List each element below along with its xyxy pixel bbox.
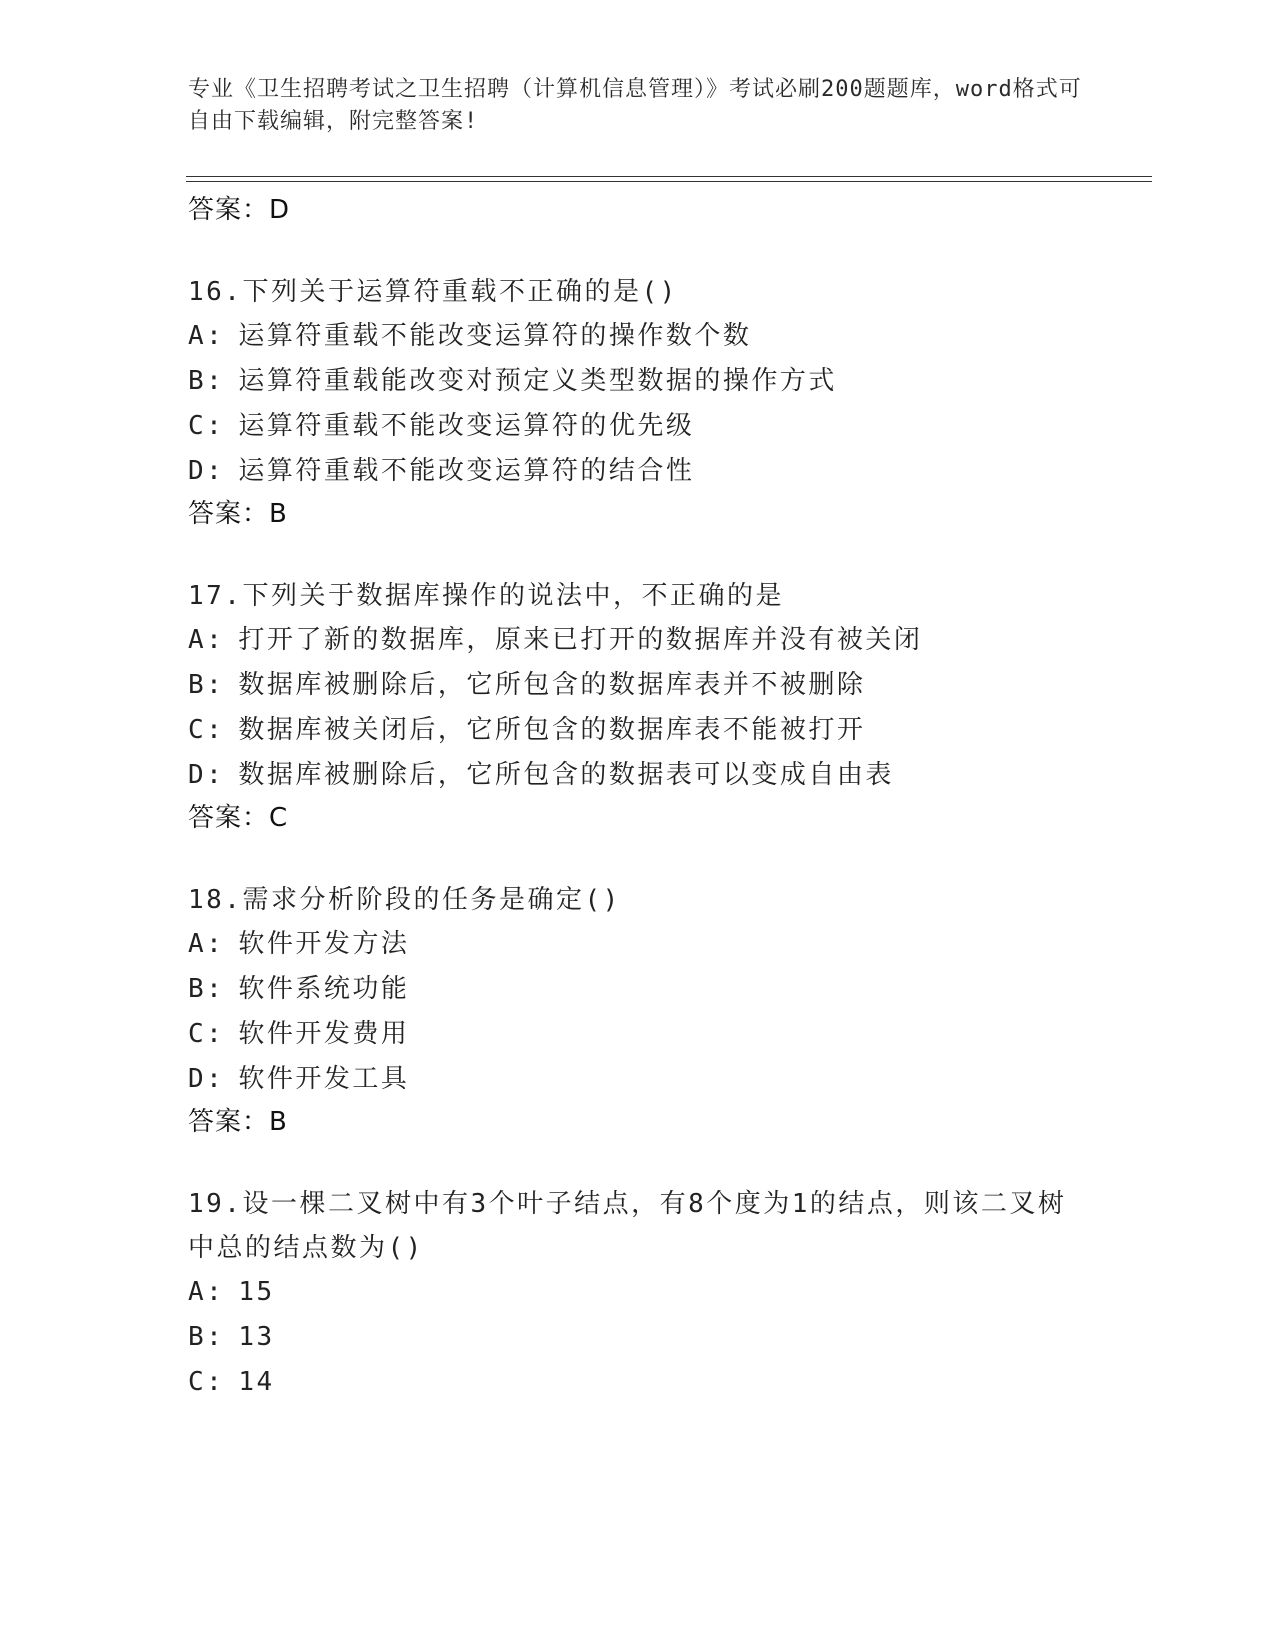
option-text: 软件开发方法: [238, 929, 410, 959]
option-a: [188, 314, 1088, 359]
question-18: [188, 878, 1088, 1142]
option-key: D:: [188, 1064, 225, 1094]
option-c: [188, 404, 1088, 449]
option-text: 运算符重载能改变对预定义类型数据的操作方式: [238, 366, 837, 396]
question-19: [188, 1182, 1088, 1405]
option-key: B:: [188, 1322, 225, 1352]
document-header: [188, 74, 1088, 138]
header-divider-top: [186, 176, 1152, 177]
option-key: D:: [188, 456, 225, 486]
option-a: [188, 1270, 1088, 1315]
question-stem: 17.下列关于数据库操作的说法中，不正确的是: [188, 581, 784, 611]
option-key: C:: [188, 1019, 225, 1049]
answer: 答案：C: [188, 803, 289, 833]
option-b: [188, 663, 1088, 708]
option-c: [188, 708, 1088, 753]
option-text: 14: [238, 1367, 275, 1397]
option-key: C:: [188, 1367, 225, 1397]
question-16: [188, 270, 1088, 534]
option-a: [188, 922, 1088, 967]
option-b: [188, 1315, 1088, 1360]
question-list: [188, 190, 1088, 1405]
option-text: 数据库被关闭后，它所包含的数据库表不能被打开: [238, 715, 866, 745]
option-text: 15: [238, 1277, 275, 1307]
option-key: A:: [188, 929, 225, 959]
option-key: A:: [188, 1277, 225, 1307]
option-text: 软件系统功能: [238, 974, 410, 1004]
option-key: D:: [188, 760, 225, 790]
option-d: [188, 1057, 1088, 1102]
option-text: 数据库被删除后，它所包含的数据库表并不被删除: [238, 670, 866, 700]
option-text: 运算符重载不能改变运算符的结合性: [238, 456, 695, 486]
question-stem: 19.设一棵二叉树中有3个叶子结点，有8个度为1的结点，则该二叉树中总的结点数为(): [188, 1189, 1067, 1263]
option-text: 打开了新的数据库，原来已打开的数据库并没有被关闭: [238, 625, 923, 655]
answer: 答案：B: [188, 499, 288, 529]
option-b: [188, 359, 1088, 404]
option-d: [188, 449, 1088, 494]
previous-answer: 答案：D: [188, 195, 291, 225]
option-key: A:: [188, 625, 225, 655]
option-text: 数据库被删除后，它所包含的数据表可以变成自由表: [238, 760, 894, 790]
option-c: [188, 1360, 1088, 1405]
option-text: 软件开发费用: [238, 1019, 410, 1049]
option-text: 运算符重载不能改变运算符的操作数个数: [238, 321, 752, 351]
option-c: [188, 1012, 1088, 1057]
option-text: 运算符重载不能改变运算符的优先级: [238, 411, 695, 441]
header-title: 专业《卫生招聘考试之卫生招聘（计算机信息管理）》考试必刷200题题库，word格式可自由下载编辑，附完整答案!: [188, 77, 1082, 134]
header-divider-bottom: [186, 181, 1152, 182]
option-key: B:: [188, 366, 225, 396]
question-17: [188, 574, 1088, 838]
answer: 答案：B: [188, 1107, 288, 1137]
option-d: [188, 753, 1088, 798]
option-a: [188, 618, 1088, 663]
option-key: B:: [188, 670, 225, 700]
option-key: A:: [188, 321, 225, 351]
option-key: C:: [188, 411, 225, 441]
option-key: B:: [188, 974, 225, 1004]
option-key: C:: [188, 715, 225, 745]
option-text: 软件开发工具: [238, 1064, 410, 1094]
question-stem: 18.需求分析阶段的任务是确定(): [188, 885, 621, 915]
option-text: 13: [238, 1322, 275, 1352]
option-b: [188, 967, 1088, 1012]
question-stem: 16.下列关于运算符重载不正确的是(): [188, 277, 678, 307]
